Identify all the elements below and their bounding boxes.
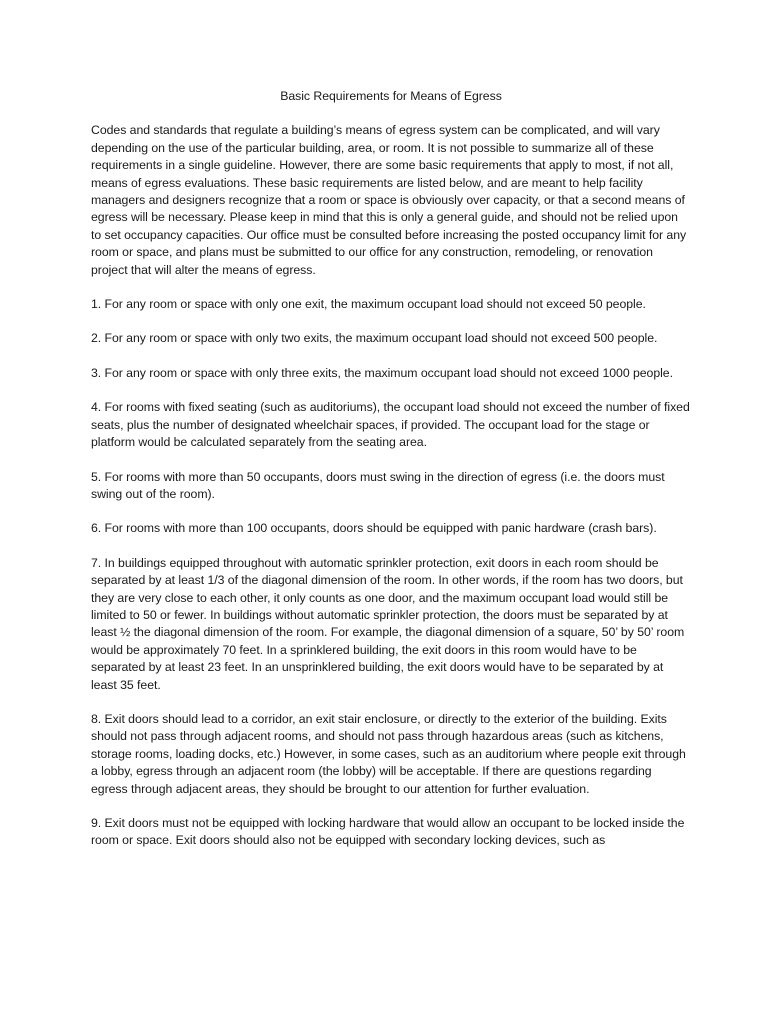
requirement-item-6: 6. For rooms with more than 100 occupants, doors should be equipped with panic hardware (crash bars). xyxy=(91,521,657,536)
requirement-item-4: 4. For rooms with fixed seating (such as auditoriums), the occupant load should not exceed the number of fixed seats, plus the number of designated wheelchair spaces, if provided. The occupant load for the stage or platform would be calculated separately from the seating area. xyxy=(91,400,690,450)
document-page xyxy=(91,88,691,867)
requirement-item-9: 9. Exit doors must not be equipped with locking hardware that would allow an occupant to be locked inside the room or space. Exit doors should also not be equipped with secondary locking devices, such as xyxy=(91,816,685,848)
requirement-item-2: 2. For any room or space with only two exits, the maximum occupant load should not exceed 500 people. xyxy=(91,331,658,346)
requirement-item-7: 7. In buildings equipped throughout with automatic sprinkler protection, exit doors in each room should be separated by at least 1/3 of the diagonal dimension of the room. In other words, if the room has two doors, but they are very close to each other, it only counts as one door, and the maximum occupant load would still be limited to 50 or fewer. In buildings without automatic sprinkler protection, the doors must be separated by at least ½ the diagonal dimension of the room. For example, the diagonal dimension of a square, 50’ by 50’ room would be approximately 70 feet. In a sprinklered building, the exit doors in this room would have to be separated by at least 23 feet. In an unsprinklered building, the exit doors would have to be separated by at least 35 feet. xyxy=(91,555,685,692)
requirement-item-3: 3. For any room or space with only three exits, the maximum occupant load should not exceed 1000 people. xyxy=(91,365,673,380)
requirement-item-5: 5. For rooms with more than 50 occupants, doors must swing in the direction of egress (i.e. the doors must swing out of the room). xyxy=(91,469,665,501)
requirement-item-8: 8. Exit doors should lead to a corridor, an exit stair enclosure, or directly to the exterior of the building. Exits should not pass through adjacent rooms, and should not pass through hazardous areas (such as kitchens, storage rooms, loading docks, etc.) However, in some cases, such as an auditorium where people exit through a lobby, egress through an adjacent room (the lobby) will be acceptable. If there are questions regarding egress through adjacent areas, they should be brought to our attention for further evaluation. xyxy=(91,711,686,796)
requirement-item-1: 1. For any room or space with only one exit, the maximum occupant load should not exceed 50 people. xyxy=(91,297,646,312)
document-title: Basic Requirements for Means of Egress xyxy=(280,89,502,103)
intro-paragraph: Codes and standards that regulate a building’s means of egress system can be complicated, and will vary depending on the use of the particular building, area, or room. It is not possible to summarize all of these requirements in a single guideline. However, there are some basic requirements that apply to most, if not all, means of egress evaluations. These basic requirements are listed below, and are meant to help facility managers and designers recognize that a room or space is obviously over capacity, or that a second means of egress will be necessary. Please keep in mind that this is only a general guide, and should not be relied upon to set occupancy capacities. Our office must be consulted before increasing the posted occupancy limit for any room or space, and plans must be submitted to our office for any construction, remodeling, or renovation project that will alter the means of egress. xyxy=(91,123,687,277)
